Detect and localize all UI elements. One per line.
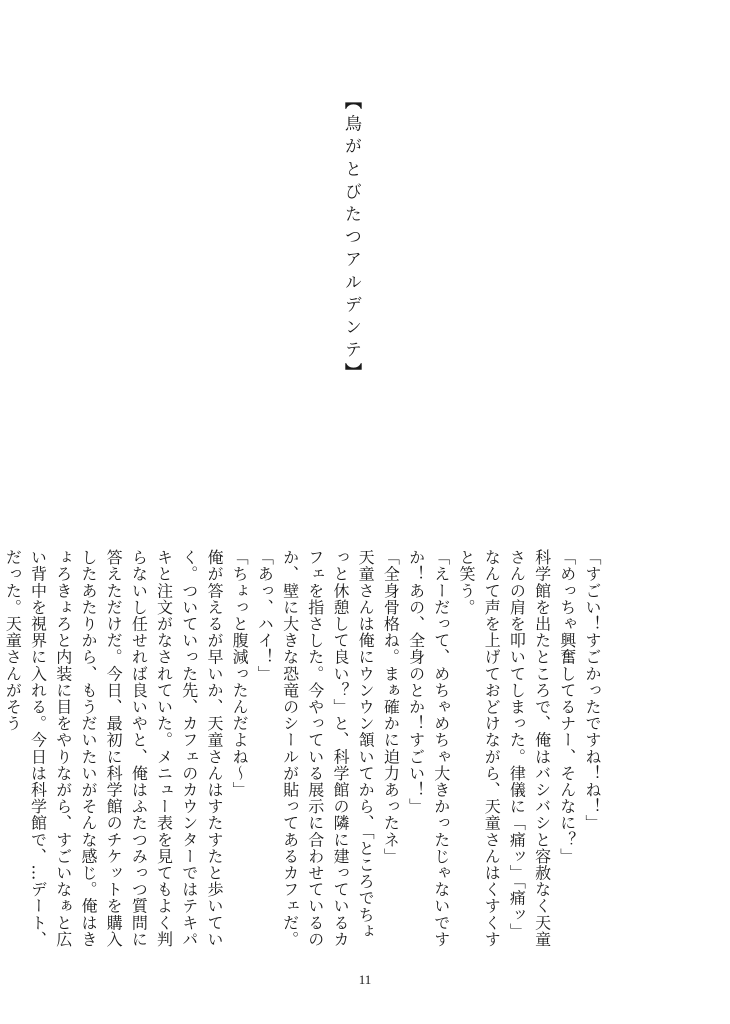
- paragraph: 「えーだって、めちゃめちゃ大きかったじゃないですか！あの、全身のとか！すごい！」: [406, 549, 451, 948]
- page-number: 11: [358, 972, 372, 987]
- chapter-title: [341, 92, 361, 386]
- chapter-title-open-bracket: 【: [341, 92, 361, 115]
- paragraph: 科学館を出たところで、俺はバシバシと容赦なく天童さんの肩を叩いてしまった。律儀に「痛ッ」「痛ッ」なんて声を上げておどけながら、天童さんはくすくすと笑う。: [456, 549, 552, 948]
- paragraph: 「めっちゃ興奮してるナー、そんなに？」: [557, 549, 577, 865]
- paragraph: 「全身骨格ね。まぁ確かに迫力あったネ」: [381, 549, 401, 865]
- chapter-title-close-bracket: 】: [341, 363, 361, 386]
- paragraph: 「ちょっと腹減ったんだよね〜」: [230, 549, 250, 798]
- body-text: [0, 549, 605, 949]
- paragraph: 「すごい！すごかったですね！ね！」: [583, 549, 602, 832]
- paragraph: 俺が答えるが早いか、天童さんはすたすたと歩いていく。ついていった先、カフェのカウンターではテキパキと注文がなされていた。メニュー表を見てもよく判らないし任せれば良いやと、俺はふたつみっつ質問に答えただけだ。今日、最初に科学館のチケットを購入したあたりから、もうだいたいがそんな感じ。俺はきょろきょろと内装に目をやりながら、すごいなぁと広い背中を視界に入れる。今日は科学館で、…デート、だった。天童さんがそう: [3, 549, 224, 948]
- chapter-title-text: 鳥がとびたつアルデンテ: [341, 114, 361, 364]
- paragraph: 「あっ、ハイ！」: [255, 549, 275, 682]
- paragraph: 天童さんは俺にウンウン頷いてから、「ところでちょっと休憩して良い？」と、科学館の隣に建っているカフェを指さした。今やっている展示に合わせているのか、壁に大きな恐竜のシールが貼ってあるカフェだ。: [280, 549, 376, 948]
